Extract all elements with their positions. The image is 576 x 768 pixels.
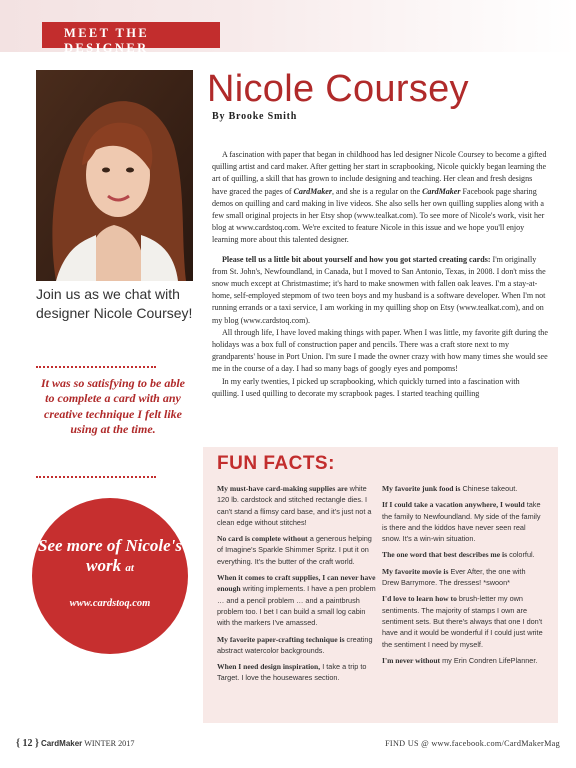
cta-url[interactable]: www.cardstoq.com	[69, 598, 151, 609]
body-paragraph: All through life, I have loved making things with paper. When I was little, my favorite gift during the holidays was a box full of construction paper and pencils. There was a craft store next to my grandparents' house in Port Union. I'm sure I made the owner crazy with how many times she would see me in the course of a day. I had so many bags of googly eyes and pompoms!	[212, 327, 548, 374]
qa-paragraph	[212, 254, 548, 327]
fun-fact-lead: My favorite paper-crafting technique is	[217, 634, 345, 644]
issue-label: WINTER 2017	[84, 739, 135, 748]
fun-fact-lead: I'm never without	[382, 655, 441, 665]
fun-fact-text: writing implements. I have a pen problem … and a pencil problem … and a paintbrush problem too. I bet I can build a small log cabin with the markers I've amassed.	[217, 584, 376, 628]
article-body	[212, 149, 548, 404]
pull-quote: It was so satisfying to be able to complete a card with any creative technique I felt like using at the time.	[40, 376, 185, 437]
intro-text: , and she is a regular on the	[332, 186, 423, 196]
fun-fact-lead: When I need design inspiration,	[217, 662, 321, 672]
fun-fact-text: white 120 lb. cardstock and stitched rectangle dies. I can't stand a flimsy card base, and it's just not a clean edge without stitches!	[217, 484, 372, 527]
fun-fact-text: colorful.	[507, 550, 535, 560]
page-number: { 12 }	[16, 738, 39, 749]
qa-question: Please tell us a little bit about yourself and how you got started creating cards:	[222, 254, 491, 264]
fun-fact	[382, 655, 544, 666]
fun-fact-text: my Erin Condren LifePlanner.	[440, 655, 538, 665]
fun-fact-lead: My favorite junk food is	[382, 484, 461, 493]
section-banner	[42, 22, 220, 52]
fun-fact-text: I take a trip to Target. I love the housewares section.	[217, 662, 367, 683]
fun-fact-lead: My favorite movie is	[382, 566, 449, 576]
fun-fact	[217, 572, 379, 628]
find-us-link[interactable]: FIND US @ www.facebook.com/CardMakerMag	[385, 739, 560, 748]
fun-fact-text: take the family to Newfoundland. My side of the family is there and the kiddos have never seen real snow. It's a win-win situation.	[382, 500, 541, 544]
fun-fact	[217, 661, 379, 684]
fun-fact	[217, 483, 379, 528]
fun-fact-lead: The one word that best describes me is	[382, 550, 508, 560]
magazine-title: CardMaker	[422, 186, 461, 196]
qa-answer: I'm originally from St. John's, Newfoundland, in Canada, but I moved to San Antonio, Texas, in 2008. I don't miss the snow much except at Christmastime; it's hard to make snowmen with fallen oak leaves. I'm a stay-at-home, self-employed stepmom of two teen boys and my husband is a software developer. When I'm not running errands or a taxi service, I am working in my quilling shop on Etsy (www.tealkat.com), and on my blog (www.cardstoq.com).	[212, 254, 546, 325]
fun-facts-panel	[203, 447, 558, 723]
fun-facts-right-column	[382, 483, 544, 671]
fun-fact-text: brush-letter my own sentiments. The majority of stamps I own are sentiment sets. But there's always that one I don't have and it would be wonderful if I could just write the sentiment I need by myself.	[382, 594, 543, 649]
fun-fact	[217, 533, 379, 567]
fun-fact-lead: When it comes to craft supplies, I can never have enough	[217, 573, 376, 594]
fun-fact-lead: My must-have card-making supplies are	[217, 484, 348, 493]
fun-facts-left-column	[217, 483, 379, 689]
cta-circle	[32, 498, 188, 654]
intro-text: Facebook page sharing demos on quilling and card making in live videos. She also sells her own quilling supplies along with a few small original projects in her Etsy shop (www.tealkat.com). To see more of Nicole's work, visit her blog at www.cardstoq.com. We're excited to feature Nicole in this issue and we hope you'll enjoy learning more about this talented designer.	[212, 186, 545, 245]
sidebar-heading: Join us as we chat with designer Nicole Coursey!	[36, 286, 193, 321]
fun-fact-lead: I'd love to learn how to	[382, 594, 457, 604]
magazine-title: CardMaker	[293, 186, 332, 196]
intro-paragraph	[212, 149, 548, 247]
page-footer	[16, 738, 560, 750]
fun-fact-lead: If I could take a vacation anywhere, I would	[382, 500, 525, 510]
divider	[36, 366, 156, 368]
cta-text: See more of Nicole's work at	[38, 536, 182, 575]
divider	[36, 476, 156, 478]
fun-fact	[382, 483, 544, 494]
fun-fact	[382, 593, 544, 649]
article-title: Nicole Coursey	[207, 68, 469, 110]
fun-fact-text: a generous helping of Imagine's Sparkle Shimmer Spritz. I put it on everything. It's the butter of the craft world.	[217, 534, 372, 566]
intro-text: A fascination with paper that began in childhood has led designer Nicole Coursey to become a gifted quilling artist and card maker. After getting her start in scrapbooking, Nicole quickly began learning the art of quilling, a skill that has grown to include designing and teaching. Her clean and fresh designs have graced the pages of	[212, 150, 547, 196]
header-bar	[0, 0, 576, 52]
fun-fact-text: Ever After, the one with Drew Barrymore. The dresses! *swoon*	[382, 566, 526, 588]
fun-fact	[382, 499, 544, 544]
fun-fact	[217, 634, 379, 657]
body-paragraph: In my early twenties, I picked up scrapbooking, which quickly turned into a fascination with quilling. I used quilling to decorate my scrapbook pages. I started teaching quilling	[212, 376, 520, 398]
fun-fact-text: Chinese takeout.	[460, 484, 518, 493]
magazine-name: CardMaker	[40, 739, 83, 748]
byline: By Brooke Smith	[212, 111, 298, 122]
fun-facts-title: FUN FACTS:	[217, 453, 335, 474]
fun-fact	[382, 566, 544, 589]
fun-fact	[382, 549, 544, 560]
fun-fact-lead: No card is complete without	[217, 534, 308, 544]
section-label: MEET THE DESIGNER	[64, 26, 150, 52]
designer-photo	[36, 70, 193, 281]
fun-fact-text: creating abstract watercolor backgrounds.	[217, 634, 373, 655]
